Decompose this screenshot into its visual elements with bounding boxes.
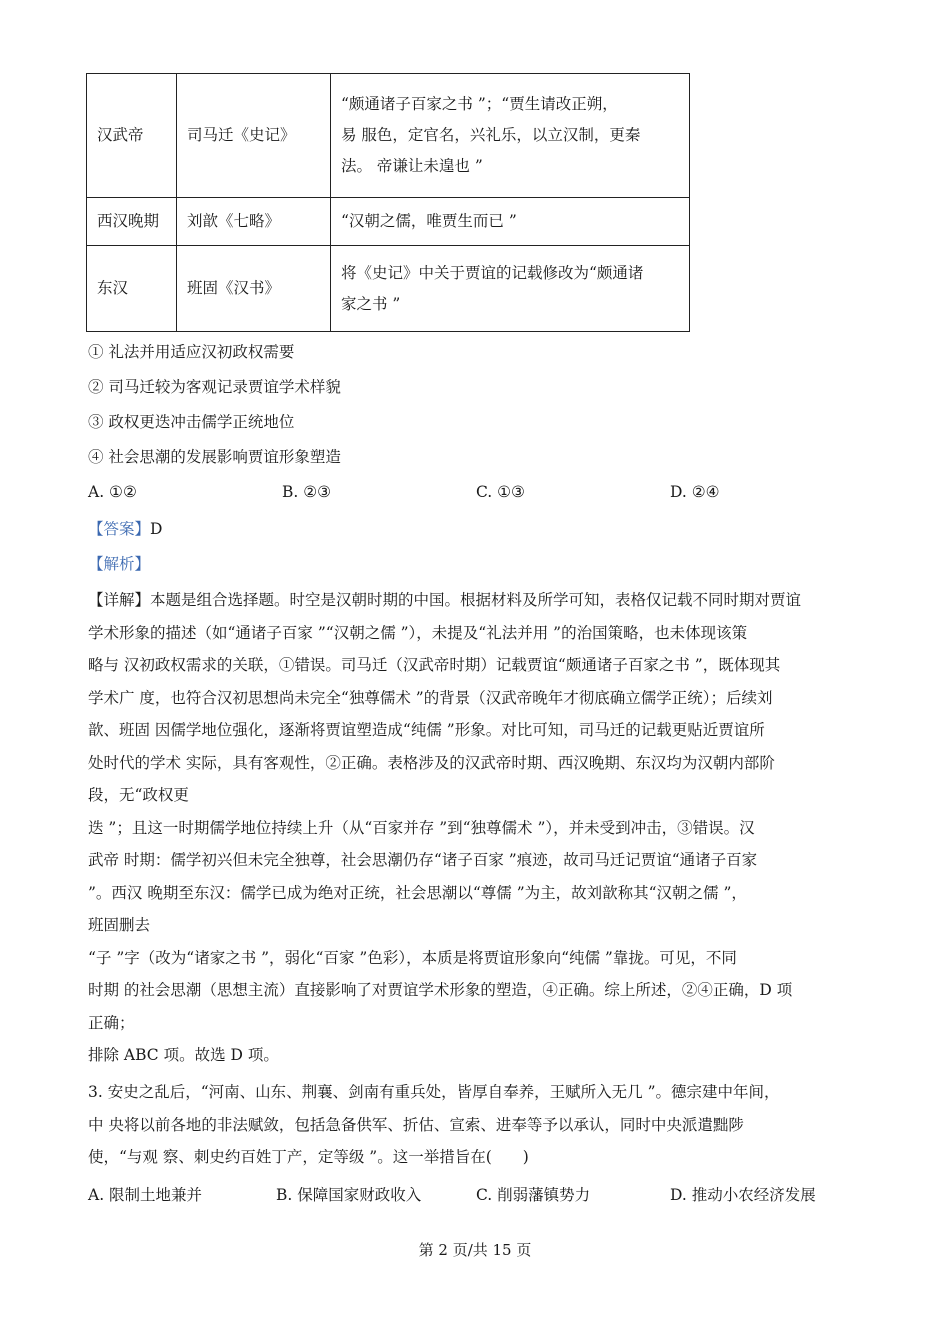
analysis-label: 【解析】 xyxy=(88,555,151,573)
q3-option-c: C. 削弱藩镇势力 xyxy=(476,1186,591,1204)
detail-line: 排除 ABC 项。故选 D 项。 xyxy=(88,1046,279,1064)
statement-4: ④ 社会思潮的发展影响贾谊形象塑造 xyxy=(88,448,341,466)
content-line: “颇通诸子百家之书 ”；“贾生请改正朔， xyxy=(341,95,618,113)
statement-1: ① 礼法并用适应汉初政权需要 xyxy=(88,343,295,361)
option-a: A. ①② xyxy=(88,483,137,501)
question-line: 3. 安史之乱后，“河南、山东、荆襄、剑南有重兵处，皆厚自奉养，王赋所入无几 ”。德宗建中年间， xyxy=(88,1083,780,1101)
table-row xyxy=(87,246,690,332)
detail-line: 处时代的学术 实际，具有客观性，②正确。表格涉及的汉武帝时期、西汉晚期、东汉均为汉朝内部阶 xyxy=(88,753,775,772)
answer-label: 【答案】 xyxy=(88,520,151,538)
detail-line: 武帝 时期：儒学初兴但未完全独尊，社会思潮仍存“诸子百家 ”痕迹，故司马迁记贾谊“通诸子百家 xyxy=(88,851,758,869)
q3-option-b: B. 保障国家财政收入 xyxy=(276,1186,422,1204)
question-3 xyxy=(88,1076,862,1174)
question-line: 使，“与观 察、刺史约百姓丁产，定等级 ”。这一举措旨在( ) xyxy=(88,1148,529,1166)
content-line: 法。 帝谦让未遑也 ” xyxy=(341,157,483,175)
detail-paragraph xyxy=(88,584,862,1072)
table-row xyxy=(87,198,690,246)
source-cell: 司马迁《史记》 xyxy=(177,74,331,198)
table-row xyxy=(87,74,690,198)
detail-label: 【详解】 xyxy=(88,591,151,609)
statement-3: ③ 政权更迭冲击儒学正统地位 xyxy=(88,413,295,431)
detail-line: 迭 ”；且这一时期儒学地位持续上升（从“百家并存 ”到“独尊儒术 ”），并未受到冲击，③错误。汉 xyxy=(88,818,755,837)
option-b: B. ②③ xyxy=(282,483,332,501)
period-cell: 西汉晚期 xyxy=(87,198,177,246)
q3-option-a: A. 限制土地兼并 xyxy=(88,1186,203,1204)
detail-line: 学术形象的描述（如“通诸子百家 ”“汉朝之儒 ”），未提及“礼法并用 ”的治国策略，也未体现该策 xyxy=(88,623,748,642)
detail-line: 【详解】本题是组合选择题。时空是汉朝时期的中国。根据材料及所学可知，表格仅记载不同时期对贾谊 xyxy=(88,591,802,609)
page-footer: 第 2 页/共 15 页 xyxy=(418,1241,532,1259)
answer-value: D xyxy=(150,520,163,538)
source-table xyxy=(86,73,690,332)
content-cell xyxy=(331,198,690,246)
content-cell xyxy=(331,246,690,332)
detail-line: 正确； xyxy=(88,1013,135,1032)
detail-line: 学术广 度，也符合汉初思想尚未完全“独尊儒术 ”的背景（汉武帝晚年才彻底确立儒学正统）；后续刘 xyxy=(88,688,773,707)
detail-line: “子 ”字（改为“诸家之书 ”，弱化“百家 ”色彩），本质是将贾谊形象向“纯儒 ”靠拢。可见，不同 xyxy=(88,948,737,967)
statement-2: ② 司马迁较为客观记录贾谊学术样貌 xyxy=(88,378,341,396)
question-line: 中 央将以前各地的非法赋敛，包括急备供军、折估、宣索、进奉等予以承认，同时中央派遣黜陟 xyxy=(88,1115,744,1134)
period-cell: 汉武帝 xyxy=(87,74,177,198)
option-d: D. ②④ xyxy=(670,483,720,501)
content-cell xyxy=(331,74,690,198)
detail-line: 歆、班固 因儒学地位强化，逐渐将贾谊塑造成“纯儒 ”形象。对比可知，司马迁的记载更贴近贾谊所 xyxy=(88,721,765,739)
detail-line: 略与 汉初政权需求的关联，①错误。司马迁（汉武帝时期）记载贾谊“颇通诸子百家之书 ”，既体现其 xyxy=(88,656,781,674)
detail-line: 段，无“政权更 xyxy=(88,786,189,804)
option-c: C. ①③ xyxy=(476,483,525,501)
answer-line xyxy=(88,519,162,539)
source-cell: 刘歆《七略》 xyxy=(177,198,331,246)
period-cell: 东汉 xyxy=(87,246,177,332)
content-line: 将《史记》中关于贾谊的记载修改为“颇通诸 xyxy=(341,263,644,282)
detail-line: 班固删去 xyxy=(88,916,151,934)
source-cell: 班固《汉书》 xyxy=(177,246,331,332)
detail-line: 时期 的社会思潮（思想主流）直接影响了对贾谊学术形象的塑造，④正确。综上所述，②④正确，D 项 xyxy=(88,981,793,999)
detail-line: ”。西汉 晚期至东汉：儒学已成为绝对正统，社会思潮以“尊儒 ”为主，故刘歆称其“汉朝之儒 ”， xyxy=(88,883,747,902)
q3-option-d: D. 推动小农经济发展 xyxy=(670,1186,816,1204)
content-line: 易 服色，定官名，兴礼乐，以立汉制，更秦 xyxy=(341,126,641,144)
content-line: “汉朝之儒，唯贾生而已 ” xyxy=(341,212,517,230)
content-line: 家之书 ” xyxy=(341,294,401,313)
